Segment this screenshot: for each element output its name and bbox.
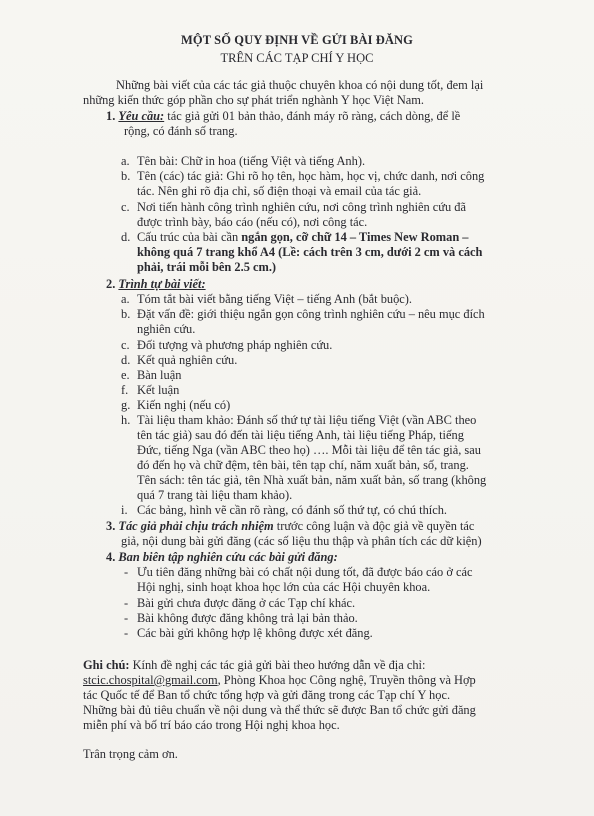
list-item-text: Cấu trúc của bài cần	[137, 230, 242, 244]
list-item-cont: tên tác giả) sau đó đến tài liệu tiếng Anh, tài liệu tiếng Pháp, tiếng	[137, 428, 464, 442]
section-2-line	[106, 277, 206, 292]
list-marker: h.	[121, 413, 131, 427]
list-item-bold: ngắn gọn, cỡ chữ 14 – Times New Roman –	[241, 230, 469, 244]
section-3-text-cont: giả, nội dung bài gửi đăng (các số liệu thu thập và phân tích các dữ kiện)	[121, 534, 482, 548]
intro-line: Những bài viết của các tác giả thuộc chuyên khoa có nội dung tốt, đem lại	[116, 78, 484, 92]
list-item: Kiến nghị (nếu có)	[137, 398, 231, 412]
list-marker: i.	[121, 503, 128, 517]
list-marker: -	[124, 626, 129, 640]
section-3-text: trước công luận và độc giả về quyền tác	[273, 519, 475, 533]
list-item: Kết luận	[137, 383, 180, 397]
note-line: Những bài đủ tiêu chuẩn về nội dung và thể thức sẽ được Ban tổ chức gửi đăng	[83, 703, 476, 717]
list-marker: a.	[121, 154, 130, 168]
section-1-text: tác giả gửi 01 bản thảo, đánh máy rõ ràng, cách dòng, để lề	[164, 109, 461, 123]
list-item: Tài liệu tham khảo: Đánh số thứ tự tài liệu tiếng Việt (vần ABC theo	[137, 413, 477, 427]
section-1-text-cont: rộng, có đánh số trang.	[124, 124, 238, 138]
list-item-cont: đó đến họ và chữ đệm, tên bài, tên tạp chí, năm xuất bản, số, trang.	[137, 458, 469, 472]
list-item-bold: không quá 7 trang khổ A4 (Lề: cách trên 3 cm, dưới 2 cm và cách	[137, 245, 483, 259]
list-item: Tóm tắt bài viết bằng tiếng Việt – tiếng Anh (bắt buộc).	[137, 292, 413, 306]
list-item: Đối tượng và phương pháp nghiên cứu.	[137, 338, 333, 352]
list-item-cont: nghiên cứu.	[137, 322, 196, 336]
list-item: Bài không được đăng không trả lại bản thảo.	[137, 611, 358, 625]
list-marker: g.	[121, 398, 131, 412]
list-item-cont: quá 7 trang tài liệu tham khảo).	[137, 488, 293, 502]
list-item: Tên bài: Chữ in hoa (tiếng Việt và tiếng Anh).	[137, 154, 366, 168]
list-item: Nơi tiến hành công trình nghiên cứu, nơi công trình nghiên cứu đã	[137, 200, 467, 214]
list-marker: d.	[121, 230, 131, 244]
section-4-line	[106, 550, 338, 565]
section-2-heading: Trình tự bài viết:	[118, 277, 206, 291]
list-marker: -	[124, 565, 129, 579]
list-marker: b.	[121, 169, 131, 183]
section-1-line	[106, 109, 460, 124]
list-item: Bàn luận	[137, 368, 182, 382]
document-subtitle: TRÊN CÁC TẠP CHÍ Y HỌC	[220, 51, 374, 65]
note-text: Kính đề nghị các tác giả gửi bài theo hướng dẫn về địa chỉ:	[129, 658, 426, 672]
list-item-cont: được trình bày, báo cáo (nếu có), nơi công tác.	[137, 215, 368, 229]
list-item: Ưu tiên đăng những bài có chất nội dung tốt, đã được báo cáo ở các	[137, 565, 473, 579]
list-marker: b.	[121, 307, 131, 321]
list-item: Các bài gửi không hợp lệ không được xét đăng.	[137, 626, 373, 640]
intro-line: những kiến thức góp phần cho sự phát triển nghành Y học Việt Nam.	[83, 93, 425, 107]
list-item: Tên (các) tác giả: Ghi rõ họ tên, học hàm, học vị, chức danh, nơi công	[137, 169, 485, 183]
list-marker: d.	[121, 353, 131, 367]
closing-line: Trân trọng cảm ơn.	[83, 747, 178, 761]
list-marker: -	[124, 596, 129, 610]
list-marker: c.	[121, 338, 130, 352]
list-item-bold: phải, trái mỗi bên 2.5 cm.)	[137, 260, 277, 274]
list-item-cont: Đức, tiếng Nga (vần ABC theo họ) …. Mỗi tài liệu để tên tác giả, sau	[137, 443, 481, 457]
section-2-number: 2.	[106, 277, 116, 291]
list-item: Đặt vấn đề: giới thiệu ngắn gọn công trình nghiên cứu – nêu mục đích	[137, 307, 485, 321]
note-text: , Phòng Khoa học Công nghệ, Truyền thông và Hợp	[217, 673, 476, 687]
section-3-heading: Tác giả phải chịu trách nhiệm	[118, 519, 274, 533]
document-title: MỘT SỐ QUY ĐỊNH VỀ GỬI BÀI ĐĂNG	[181, 33, 413, 47]
note-line: tác Quốc tế để Ban tổ chức tổng hợp và gửi đăng trong các Tạp chí Y học.	[83, 688, 451, 702]
section-3-line	[106, 519, 474, 534]
list-item: Các bảng, hình vẽ cần rõ ràng, có đánh số thứ tự, có chú thích.	[137, 503, 448, 517]
section-4-number: 4.	[106, 550, 116, 564]
list-item: Bài gửi chưa được đăng ở các Tạp chí khác.	[137, 596, 356, 610]
list-item: Kết quả nghiên cứu.	[137, 353, 238, 367]
section-1-heading: Yêu cầu:	[118, 109, 165, 123]
section-1-number: 1.	[106, 109, 116, 123]
list-item-cont: tác. Nên ghi rõ địa chỉ, số điện thoại và email của tác giả.	[137, 184, 422, 198]
list-marker: e.	[121, 368, 130, 382]
list-item-cont: Hội nghị, sinh hoạt khoa học lớn của các Hội chuyên khoa.	[137, 580, 431, 594]
section-3-number: 3.	[106, 519, 116, 533]
list-marker: a.	[121, 292, 130, 306]
contact-email: stcic.chospital@gmail.com	[83, 673, 218, 687]
list-item-cont: Tên sách: tên tác giả, tên Nhà xuất bản, năm xuất bản, số trang (không	[137, 473, 487, 487]
list-marker: -	[124, 611, 129, 625]
section-4-heading: Ban biên tập nghiên cứu các bài gửi đăng:	[118, 550, 338, 564]
list-marker: c.	[121, 200, 130, 214]
note-label: Ghi chú:	[83, 658, 130, 672]
note-line	[83, 658, 425, 673]
list-marker: f.	[121, 383, 129, 397]
list-item	[137, 230, 469, 245]
note-line	[83, 673, 476, 688]
note-line: miễn phí và bố trí báo cáo trong Hội nghị khoa học.	[83, 718, 340, 732]
